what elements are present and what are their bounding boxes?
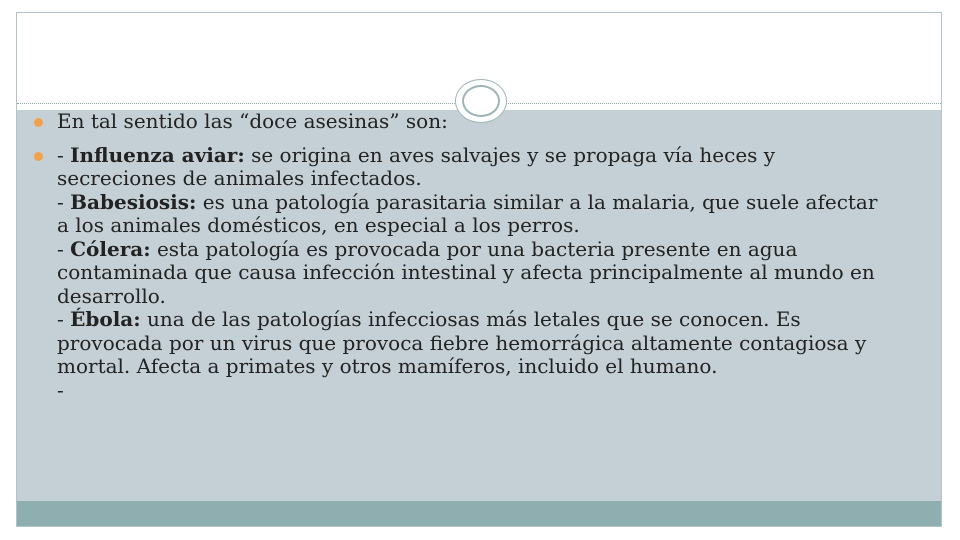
slide-content <box>34 110 894 412</box>
trailing-dash: - <box>57 377 64 402</box>
bullet-intro <box>34 110 894 134</box>
disease-term: Babesiosis: <box>70 189 197 214</box>
disease-description: es una patología parasitaria similar a la malaria, que suele afectar a los animales domésticos, en especial a los perros. <box>57 189 878 237</box>
disease-description: se origina en aves salvajes y se propaga vía heces y secreciones de animales infectados. <box>57 142 776 190</box>
disease-description: una de las patologías infecciosas más letales que se conocen. Es provocada por un virus que provoca fiebre hemorrágica altamente contagiosa y mortal. Afecta a primates y otros mamíferos, incluido el humano. <box>57 307 867 378</box>
disease-entry <box>57 238 894 309</box>
disease-term: Cólera: <box>70 236 151 261</box>
disease-term: Ébola: <box>70 307 141 331</box>
disease-entry <box>57 144 894 191</box>
disease-entry <box>57 308 894 379</box>
entry-prefix: - <box>57 307 71 331</box>
disease-entry <box>57 191 894 238</box>
disease-description: esta patología es provocada por una bacteria presente en agua contaminada que causa infección intestinal y afecta principalmente al mundo en desarrollo. <box>57 236 875 308</box>
bullet-diseases <box>34 144 894 403</box>
entry-prefix: - <box>57 189 71 214</box>
entry-prefix: - <box>57 236 71 261</box>
footer-band <box>17 501 941 526</box>
entry-prefix: - <box>57 142 71 167</box>
bullet-dot-icon <box>34 152 43 161</box>
bullet-dot-icon <box>34 118 43 127</box>
intro-text: En tal sentido las “doce asesinas” son: <box>57 109 448 133</box>
disease-term: Influenza aviar: <box>70 142 245 167</box>
